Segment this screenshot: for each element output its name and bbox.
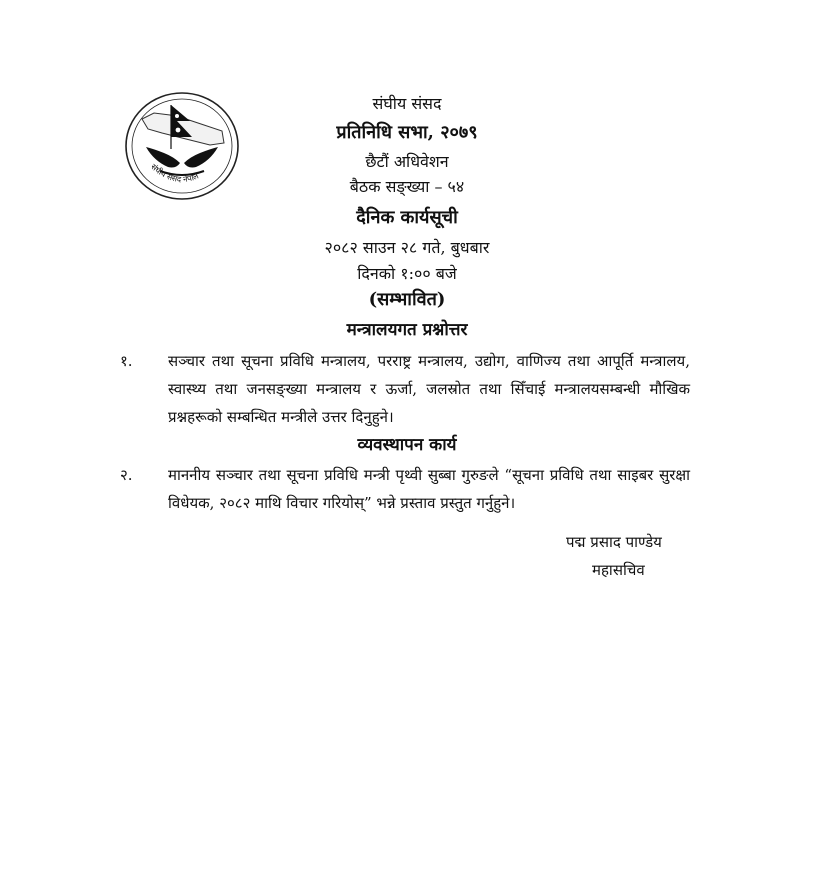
header-line-federal-parliament: संघीय संसद — [372, 94, 442, 113]
section-heading-questions: मन्त्रालयगत प्रश्नोत्तर — [346, 320, 468, 340]
agenda-status: (सम्भावित) — [368, 289, 446, 310]
meeting-time: दिनको १:०० बजे — [357, 264, 457, 283]
emblem-text: संघीय संसद नेपाल — [149, 162, 200, 185]
signatory-name: पद्म प्रसाद पाण्डेय — [566, 533, 662, 551]
header-line-house: प्रतिनिधि सभा, २०७९ — [336, 122, 478, 143]
header-line-meeting-number: बैठक सङ्ख्या – ५४ — [349, 177, 465, 196]
agenda-item-text: माननीय सञ्चार तथा सूचना प्रविधि मन्त्री पृथ्वी सुब्बा गुरुङले “सूचना प्रविधि तथा साइबर सुरक्षा विधेयक, २०८२ माथि विचार गरियोस्” भन्ने प्रस्ताव प्रस्तुत गर्नुहुने। — [168, 466, 690, 512]
header-line-session: छैटौं अधिवेशन — [365, 152, 449, 171]
agenda-item-number: २. — [120, 466, 133, 484]
signatory-designation: महासचिव — [592, 561, 645, 579]
meeting-date: २०८२ साउन २८ गते, बुधबार — [324, 238, 490, 257]
agenda-item-text: सञ्चार तथा सूचना प्रविधि मन्त्रालय, परराष्ट्र मन्त्रालय, उद्योग, वाणिज्य तथा आपूर्ति मन्त्रालय, स्वास्थ्य तथा जनसङ्ख्या मन्त्रालय र ऊर्जा, जलस्रोत तथा सिँचाई मन्त्रालयसम्बन्धी मौखिक प्रश्नहरूको सम्बन्धित मन्त्रीले उत्तर दिनुहुने। — [168, 352, 690, 426]
section-heading-legislation: व्यवस्थापन कार्य — [357, 435, 457, 455]
page-title: दैनिक कार्यसूची — [356, 207, 458, 228]
agenda-item-number: १. — [120, 352, 133, 370]
